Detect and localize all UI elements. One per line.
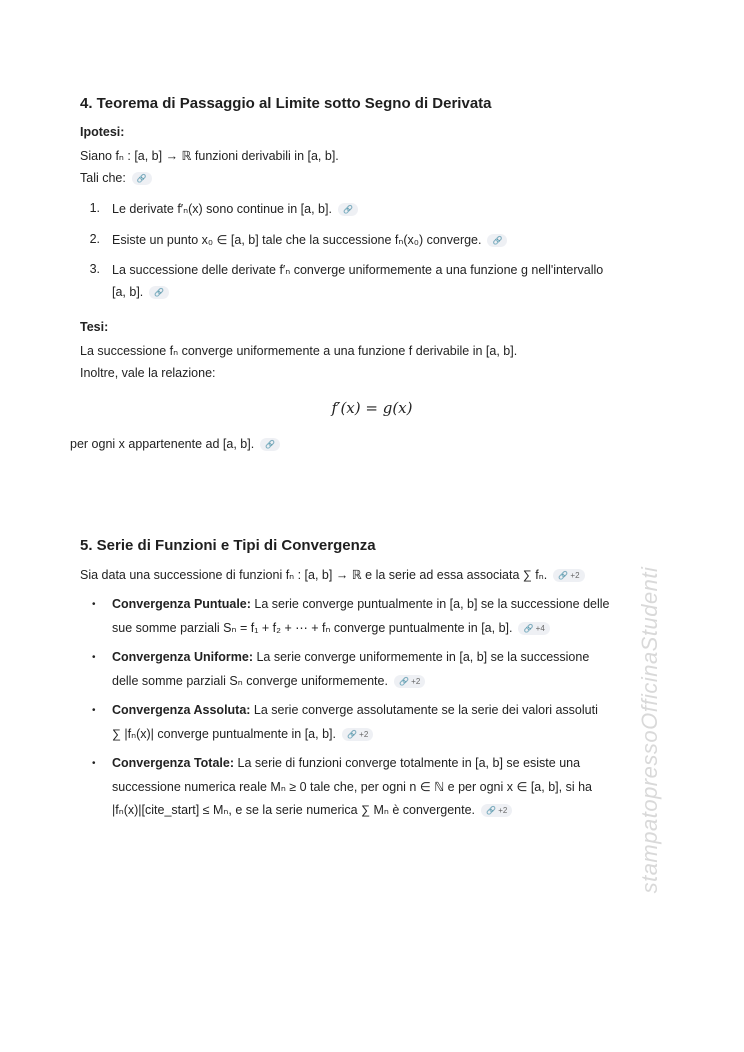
chip-count: +2 xyxy=(570,571,580,581)
link-icon[interactable]: 🔗 xyxy=(260,438,280,451)
item-label: Convergenza Assoluta: xyxy=(112,703,251,717)
list-item-cont xyxy=(112,620,550,635)
item-text: sue somme parziali Sₙ = f₁ + f₂ + ⋯ + fₙ converge puntualmente in [a, b]. xyxy=(112,621,513,635)
list-item xyxy=(112,650,589,664)
list-item xyxy=(112,597,609,611)
bullet: • xyxy=(92,652,96,663)
list-item xyxy=(112,232,507,247)
link-icon[interactable]: 🔗 xyxy=(487,234,507,247)
formula-note xyxy=(70,437,280,451)
link-icon[interactable]: 🔗 +2 xyxy=(553,569,584,582)
section-5-title: 5. Serie di Funzioni e Tipi di Convergenza xyxy=(80,537,376,554)
item-label: Convergenza Puntuale: xyxy=(112,597,251,611)
thesis-relation: Inoltre, vale la relazione: xyxy=(80,366,216,380)
chip-count: +2 xyxy=(411,677,421,687)
item-text: La serie converge assolutamente se la serie dei valori assoluti xyxy=(250,703,598,717)
link-icon[interactable]: 🔗 xyxy=(149,286,169,299)
list-item xyxy=(112,201,358,216)
hypothesis-label: Ipotesi: xyxy=(80,125,125,139)
item-text: |fₙ(x)|[cite_start] ≤ Mₙ, e se la serie numerica ∑ Mₙ è convergente. xyxy=(112,803,476,817)
item-text: Le derivate f′ₙ(x) sono continue in [a, b]. xyxy=(112,202,332,216)
list-item: La successione delle derivate f′ₙ converge uniformemente a una funzione g nell'intervallo xyxy=(112,263,604,277)
item-label: Convergenza Uniforme: xyxy=(112,650,253,664)
list-item-cont: successione numerica reale Mₙ ≥ 0 tale che, per ogni n ∈ ℕ e per ogni x ∈ [a, b], si ha xyxy=(112,780,592,794)
intro-text: Sia data una successione di funzioni fₙ : [a, b] → ℝ e la serie ad essa associata ∑ fₙ. xyxy=(80,568,548,582)
link-icon[interactable]: 🔗 xyxy=(338,203,358,216)
item-text: La serie converge uniformemente in [a, b] se la successione xyxy=(253,650,590,664)
item-label: Convergenza Totale: xyxy=(112,756,235,770)
item-text: La serie converge puntualmente in [a, b] se la successione delle xyxy=(250,597,610,611)
formula: f′(x) = g(x) xyxy=(331,399,413,417)
link-icon[interactable]: 🔗 xyxy=(132,172,152,185)
item-text: La serie di funzioni converge totalmente in [a, b] se esiste una xyxy=(234,756,581,770)
chip-count: +4 xyxy=(535,624,545,634)
such-that-text: Tali che: xyxy=(80,171,126,185)
note-text: per ogni x appartenente ad [a, b]. xyxy=(70,437,255,451)
section-4-title: 4. Teorema di Passaggio al Limite sotto Segno di Derivata xyxy=(80,95,492,112)
item-number: 1. xyxy=(89,201,100,215)
item-number: 3. xyxy=(89,262,100,276)
list-item-cont xyxy=(112,802,512,817)
item-text: delle somme parziali Sₙ converge uniformemente. xyxy=(112,674,388,688)
link-icon[interactable]: 🔗 +2 xyxy=(481,804,512,817)
hypothesis-such-that xyxy=(80,171,152,185)
list-item xyxy=(112,703,598,717)
list-item-cont xyxy=(112,726,373,741)
chip-count: +2 xyxy=(498,806,508,816)
list-item-cont xyxy=(112,285,169,299)
item-text: ∑ |fₙ(x)| converge puntualmente in [a, b]. xyxy=(112,727,336,741)
bullet: • xyxy=(92,705,96,716)
bullet: • xyxy=(92,599,96,610)
bullet: • xyxy=(92,758,96,769)
item-text: Esiste un punto x₀ ∈ [a, b] tale che la successione fₙ(x₀) converge. xyxy=(112,233,482,247)
item-number: 2. xyxy=(89,232,100,246)
thesis-label: Tesi: xyxy=(80,320,109,334)
link-icon[interactable]: 🔗 +2 xyxy=(342,728,373,741)
hypothesis-text: Siano fₙ : [a, b] → ℝ funzioni derivabili in [a, b]. xyxy=(80,149,339,163)
thesis-text: La successione fₙ converge uniformemente a una funzione f derivabile in [a, b]. xyxy=(80,344,518,358)
chip-count: +2 xyxy=(359,730,369,740)
list-item xyxy=(112,756,580,770)
watermark: stampatopressoOfficinaStudenti xyxy=(637,566,662,894)
item-text: [a, b]. xyxy=(112,285,144,299)
list-item-cont xyxy=(112,673,425,688)
link-icon[interactable]: 🔗 +2 xyxy=(394,675,425,688)
section-5-intro xyxy=(80,567,585,582)
link-icon[interactable]: 🔗 +4 xyxy=(518,622,549,635)
